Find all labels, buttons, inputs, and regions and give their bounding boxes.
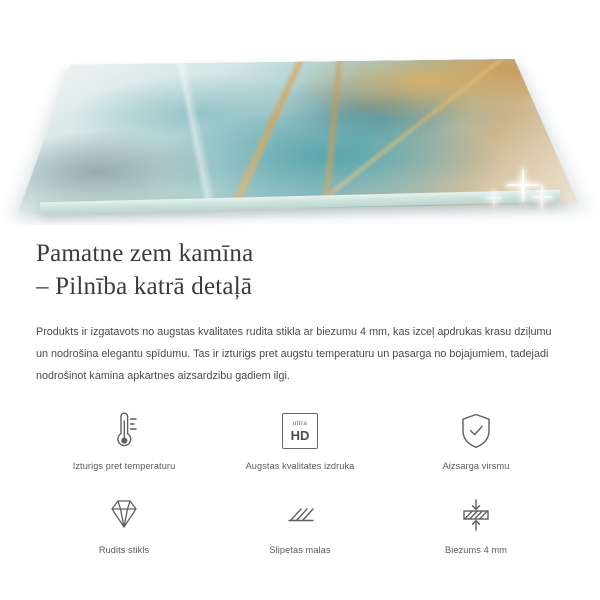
ultra-hd-icon [282,409,318,453]
glass-sheen [18,59,578,213]
feature-label: Aizsarga virsmu [442,461,510,472]
feature-item-surface-protection [388,409,564,471]
ultra-hd-badge-top: ultra [292,420,308,428]
feature-label: Rudits stikls [98,545,150,556]
content-area [0,225,600,555]
feature-label: Izturigs pret temperaturu [72,461,176,472]
hero-image [0,0,600,225]
shield-check-icon [456,409,496,453]
page-title [36,237,564,303]
feature-item-temperature [36,409,212,471]
ultra-hd-badge-bottom: HD [290,427,310,443]
headline-line-1: Pamatne zem kamīna [36,240,254,267]
headline-line-2: – Pilnība katrā detaļā [36,273,253,300]
feature-item-polished-edges [212,493,388,555]
marble-glass-panel [18,59,578,213]
feature-label: Augstas kvalitates izdruka [245,461,355,472]
thickness-icon [455,493,497,537]
diamond-icon [103,493,145,537]
feature-label: Slipetas malas [269,545,331,556]
feature-grid [36,409,564,555]
body-paragraph: Produkts ir izgatavots no augstas kvalitates rudita stikla ar biezumu 4 mm, kas izceļ apdrukas krasu dziļumu un nodrošina elegantu spīdumu. Tas ir izturigs pret augstu temperaturu un pasarga no bojajumiem, tadejadi nodrošinot kamina apkartnes aizsardzibu gadiem ilgi. [36,326,552,383]
feature-item-print-quality [212,409,388,471]
feature-item-tempered-glass [36,493,212,555]
feature-label: Biezums 4 mm [445,545,507,556]
thermometer-icon [104,409,144,453]
feature-item-thickness [388,493,564,555]
beveled-edges-icon [279,493,321,537]
